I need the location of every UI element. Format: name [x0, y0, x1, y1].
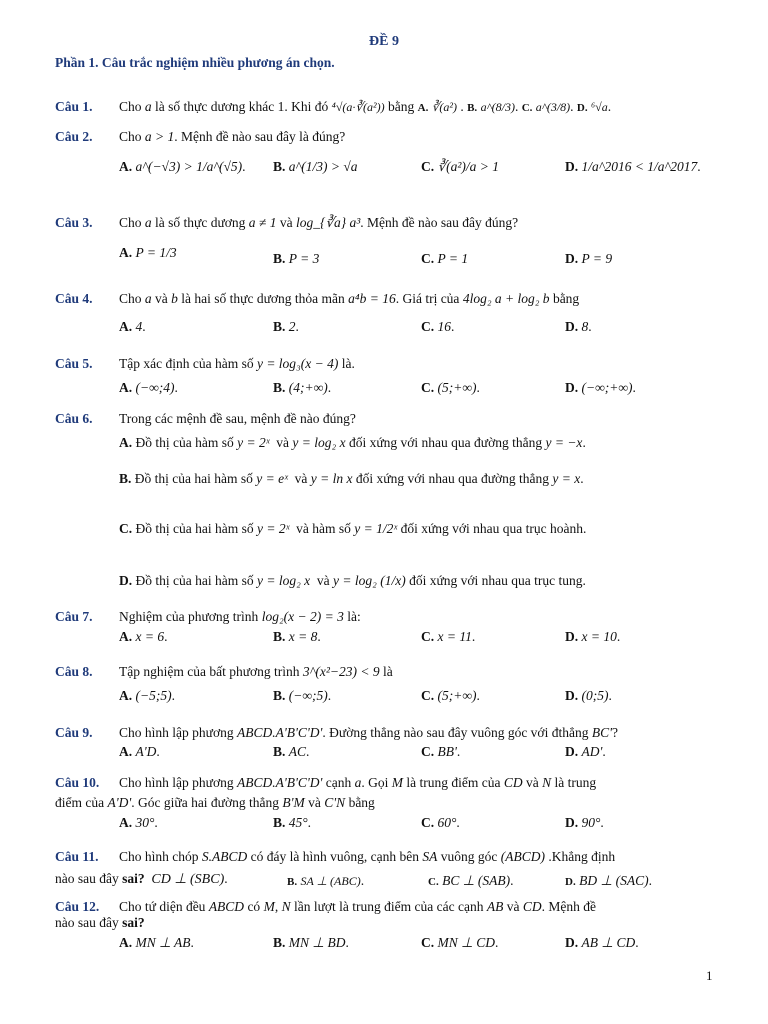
- question-stem: Tập nghiệm của bất phương trình 3^(x²−23) < 9 là: [119, 664, 393, 679]
- option-b[interactable]: B. (4;+∞).: [273, 380, 332, 395]
- option-a[interactable]: A. Đồ thị của hàm số y = 2ˣ và y = log₂ x đối xứng với nhau qua đường thẳng y = −x.: [119, 435, 586, 450]
- question-stem: Cho a > 1. Mệnh đề nào sau đây là đúng?: [119, 129, 346, 144]
- option-a[interactable]: A. A'D.: [119, 744, 160, 759]
- option-c[interactable]: C. ∛(a²)/a > 1: [421, 159, 500, 174]
- option-d[interactable]: D. 8.: [565, 319, 592, 334]
- question-stem-line2: điểm của A'D'. Góc giữa hai đường thẳng B'M và C'N bằng: [55, 795, 375, 810]
- question-stem: Cho a là số thực dương khác 1. Khi đó ⁴√(a·∛(a²)) bằng A. ∛(a²) . B. a^(8/3). C. a^(3/8). D. ⁶√a.: [119, 99, 612, 114]
- question-4: [55, 290, 715, 334]
- option-c[interactable]: C. (5;+∞).: [421, 380, 480, 395]
- option-d[interactable]: D. (0;5).: [565, 688, 612, 703]
- question-3: [55, 214, 715, 270]
- question-5: [55, 355, 715, 399]
- question-9: [55, 724, 715, 764]
- question-number: Câu 5.: [55, 356, 93, 371]
- option-a[interactable]: A. (−∞;4).: [119, 380, 178, 395]
- radical-expression: ⁴√(a·∛(a²)): [331, 100, 385, 114]
- question-stem: Nghiệm của phương trình log₂(x − 2) = 3 là:: [119, 609, 361, 624]
- question-number: Câu 12.: [55, 899, 100, 914]
- option-b[interactable]: B. a^(1/3) > √a: [273, 159, 358, 174]
- option-b[interactable]: B. (−∞;5).: [273, 688, 332, 703]
- question-number: Câu 6.: [55, 411, 93, 426]
- option-d[interactable]: D. 1/a^2016 < 1/a^2017.: [565, 159, 701, 174]
- question-2: [55, 128, 715, 188]
- option-b[interactable]: B. AC.: [273, 744, 310, 759]
- question-stem: Cho hình lập phương ABCD.A'B'C'D'. Đường thẳng nào sau đây vuông góc với đthẳng BC'?: [119, 725, 618, 740]
- question-number: Câu 11.: [55, 849, 99, 864]
- option-a[interactable]: A. 4.: [119, 319, 146, 334]
- question-number: Câu 3.: [55, 215, 93, 230]
- option-c[interactable]: C. MN ⊥ CD.: [421, 935, 499, 950]
- question-number: Câu 8.: [55, 664, 93, 679]
- option-b[interactable]: B. P = 3: [273, 251, 320, 266]
- question-7: [55, 608, 715, 648]
- option-b[interactable]: B. 2.: [273, 319, 299, 334]
- question-number: Câu 1.: [55, 99, 93, 114]
- question-number: Câu 2.: [55, 129, 93, 144]
- question-number: Câu 9.: [55, 725, 93, 740]
- option-c[interactable]: C. 16.: [421, 319, 455, 334]
- question-11: [55, 848, 715, 888]
- option-a[interactable]: A. 30°.: [119, 815, 158, 830]
- option-c[interactable]: C. (5;+∞).: [421, 688, 480, 703]
- option-c[interactable]: C. BB'.: [421, 744, 461, 759]
- question-number: Câu 10.: [55, 775, 100, 790]
- option-a[interactable]: A. MN ⊥ AB.: [119, 935, 194, 950]
- question-stem-line2: nào sau đây sai?: [55, 915, 145, 930]
- question-stem: Tập xác định của hàm số y = log₃(x − 4) là.: [119, 356, 355, 371]
- option-d[interactable]: D. AB ⊥ CD.: [565, 935, 639, 950]
- option-a[interactable]: A. (−5;5).: [119, 688, 175, 703]
- question-number: Câu 4.: [55, 291, 93, 306]
- question-stem: Cho a và b là hai số thực dương thỏa mãn a⁴b = 16. Giá trị của 4log₂ a + log₂ b bằng: [119, 291, 580, 306]
- option-b[interactable]: B. x = 8.: [273, 629, 321, 644]
- option-d[interactable]: D. AD'.: [565, 744, 606, 759]
- question-12: [55, 898, 715, 958]
- page-number: 1: [706, 968, 713, 983]
- question-stem: Cho a là số thực dương a ≠ 1 và log_{∛a} a³. Mệnh đề nào sau đây đúng?: [119, 215, 519, 230]
- option-d[interactable]: D. Đồ thị của hai hàm số y = log₂ x và y = log₂ (1/x) đối xứng với nhau qua trục tung.: [119, 573, 586, 588]
- question-6: [55, 410, 715, 590]
- option-d[interactable]: D. x = 10.: [565, 629, 621, 644]
- option-c[interactable]: C. Đồ thị của hai hàm số y = 2ˣ và hàm số y = 1/2ˣ đối xứng với nhau qua trục hoành.: [119, 521, 587, 536]
- question-stem: Cho hình chóp S.ABCD có đáy là hình vuông, cạnh bên SA vuông góc (ABCD) .Khẳng định: [119, 849, 616, 864]
- option-c[interactable]: C. 60°.: [421, 815, 460, 830]
- option-a[interactable]: CD ⊥ (SBC): [151, 872, 225, 887]
- option-b[interactable]: B. 45°.: [273, 815, 312, 830]
- option-a[interactable]: A. a^(−√3) > 1/a^(√5).: [119, 159, 246, 174]
- question-stem-line2: nào sau đây sai? CD ⊥ (SBC).: [55, 871, 228, 887]
- page-title: ĐỀ 9: [369, 34, 399, 49]
- option-a[interactable]: A. P = 1/3: [119, 245, 177, 260]
- option-d[interactable]: D. 90°.: [565, 815, 604, 830]
- option-a[interactable]: A. x = 6.: [119, 629, 168, 644]
- option-b[interactable]: B. MN ⊥ BD.: [273, 935, 349, 950]
- option-c[interactable]: C. x = 11.: [421, 629, 476, 644]
- question-stem: Cho hình lập phương ABCD.A'B'C'D' cạnh a. Gọi M là trung điểm của CD và N là trung: [119, 775, 597, 790]
- question-stem: Cho tứ diện đều ABCD có M, N lần lượt là trung điểm của các cạnh AB và CD. Mệnh đề: [119, 899, 596, 914]
- option-b[interactable]: B. Đồ thị của hai hàm số y = eˣ và y = ln x đối xứng với nhau qua đường thẳng y = x.: [119, 471, 584, 486]
- option-d[interactable]: D. BD ⊥ (SAC).: [565, 873, 652, 888]
- option-b[interactable]: B. SA ⊥ (ABC).: [287, 873, 365, 888]
- question-10: [55, 774, 715, 834]
- question-stem: Trong các mệnh đề sau, mệnh đề nào đúng?: [119, 411, 356, 426]
- part-title: Phần 1. Câu trắc nghiệm nhiều phương án chọn.: [55, 55, 335, 70]
- option-c[interactable]: C. P = 1: [421, 251, 469, 266]
- option-c[interactable]: C. BC ⊥ (SAB).: [428, 873, 514, 888]
- question-8: [55, 663, 715, 707]
- option-d[interactable]: D. P = 9: [565, 251, 613, 266]
- question-number: Câu 7.: [55, 609, 93, 624]
- option-d[interactable]: D. (−∞;+∞).: [565, 380, 636, 395]
